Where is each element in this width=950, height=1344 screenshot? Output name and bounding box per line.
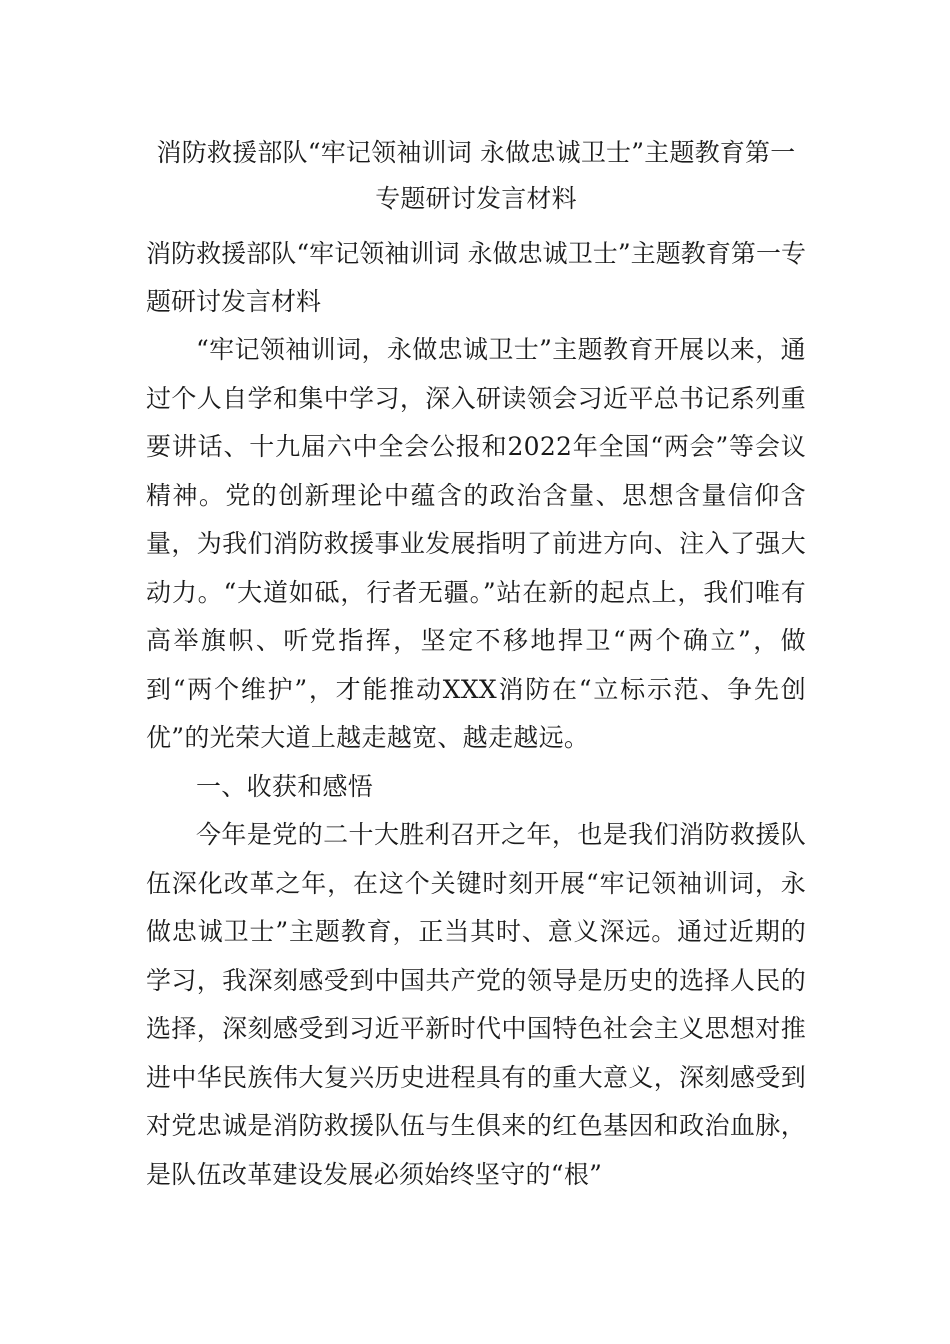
document-title: 消防救援部队“牢记领袖训词 永做忠诚卫士”主题教育第一专题研讨发言材料	[156, 138, 796, 213]
document-body	[146, 130, 806, 1199]
section-heading: 一、收获和感悟	[196, 771, 374, 801]
paragraph-section-one: 今年是党的二十大胜利召开之年，也是我们消防救援队伍深化改革之年，在这个关键时刻开展“牢记领袖训词，永做忠诚卫士”主题教育，正当其时、意义深远。通过近期的学习，我深刻感受到中国共产党的领导是历史的选择人民的选择，深刻感受到习近平新时代中国特色社会主义思想对推进中华民族伟大复兴历史进程具有的重大意义，深刻感受到对党忠诚是消防救援队伍与生俱来的红色基因和政治血脉，是队伍改革建设发展必须始终坚守的“根”	[146, 820, 806, 1189]
document-subtitle: 消防救援部队“牢记领袖训词 永做忠诚卫士”主题教育第一专题研讨发言材料	[146, 239, 806, 316]
paragraph-intro: “牢记领袖训词，永做忠诚卫士”主题教育开展以来，通过个人自学和集中学习，深入研读领会习近平总书记系列重要讲话、十九届六中全会公报和2022年全国“两会”等会议精神。党的创新理论中蕴含的政治含量、思想含量信仰含量，为我们消防救援事业发展指明了前进方向、注入了强大动力。“大道如砥，行者无疆。”站在新的起点上，我们唯有高举旗帜、听党指挥，坚定不移地捍卫“两个确立”，做到“两个维护”，才能推动XXX消防在“立标示范、争先创优”的光荣大道上越走越宽、越走越远。	[146, 335, 806, 752]
